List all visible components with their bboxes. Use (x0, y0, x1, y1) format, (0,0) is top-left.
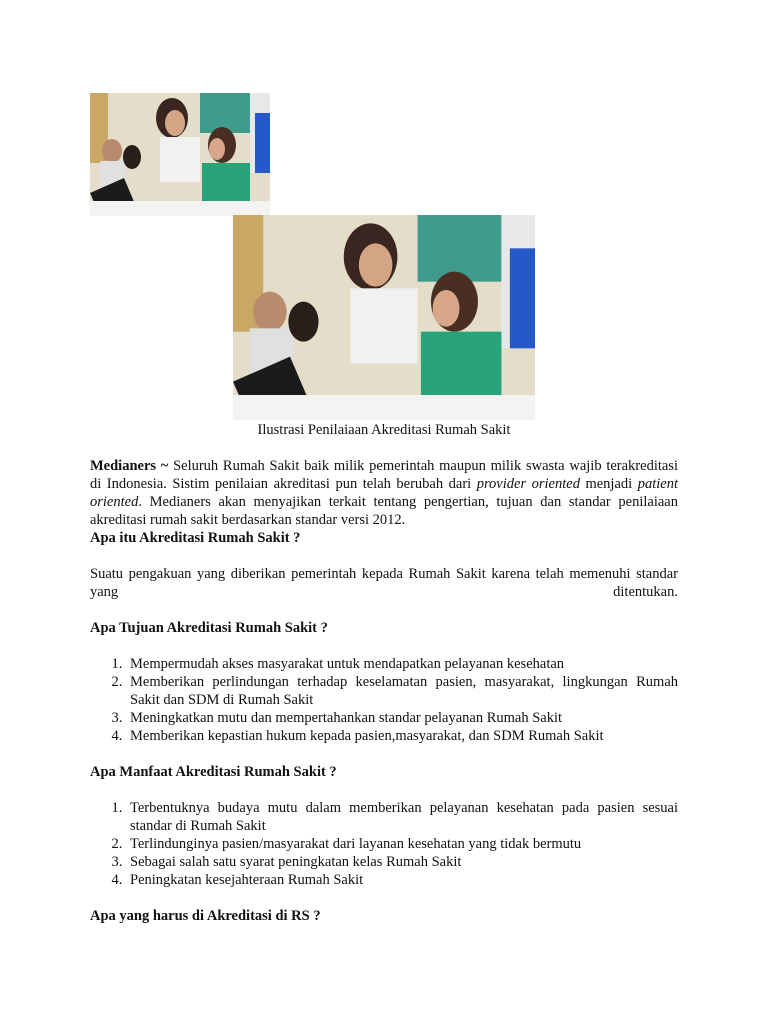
intro-italic-1: provider oriented (476, 476, 580, 492)
intro-paragraph (90, 457, 678, 529)
image-caption: Ilustrasi Penilaiaan Akreditasi Rumah Sakit (257, 422, 511, 438)
list-item: 4. Peningkatan kesejahteraan Rumah Sakit (126, 871, 678, 889)
list-item: 2. Memberikan perlindungan terhadap keselamatan pasien, masyarakat, lingkungan Rumah Sakit dan SDM di Rumah Sakit (126, 673, 678, 709)
intro-text-1: Seluruh Rumah Sakit baik milik pemerintah maupun milik swasta wajib terakreditasi di Indonesia. Sistim penilaian akreditasi pun telah berubah dari (90, 458, 678, 492)
list-item: 2. Terlindunginya pasien/masyarakat dari layanan kesehatan yang tidak bermutu (126, 835, 678, 853)
list-item: 1. Mempermudah akses masyarakat untuk mendapatkan pelayanan kesehatan (126, 655, 678, 673)
article-body (90, 457, 678, 925)
list-item: 3. Meningkatkan mutu dan mempertahankan standar pelayanan Rumah Sakit (126, 709, 678, 727)
tujuan-list (90, 655, 678, 745)
heading-yang-diakreditasi: Apa yang harus di Akreditasi di RS ? (90, 908, 321, 924)
list-item: 3. Sebagai salah satu syarat peningkatan kelas Rumah Sakit (126, 853, 678, 871)
intro-lead: Medianers ~ (90, 458, 169, 474)
list-item: 4. Memberikan kepastian hukum kepada pasien,masyarakat, dan SDM Rumah Sakit (126, 727, 678, 745)
intro-text-3: . Medianers akan menyajikan terkait tentang pengertian, tujuan dan standar penilaiaan akreditasi rumah sakit berdasarkan standar versi 2012. (90, 494, 678, 528)
heading-manfaat: Apa Manfaat Akreditasi Rumah Sakit ? (90, 764, 337, 780)
intro-italic-2: patient oriented (90, 476, 678, 510)
definition-paragraph: Suatu pengakuan yang diberikan pemerintah kepada Rumah Sakit karena telah memenuhi standar yang ditentukan. (90, 566, 678, 600)
heading-tujuan: Apa Tujuan Akreditasi Rumah Sakit ? (90, 620, 328, 636)
illustration-photo-small (90, 93, 270, 216)
heading-apa-itu: Apa itu Akreditasi Rumah Sakit ? (90, 530, 301, 546)
classroom-photo-drawing (233, 215, 535, 420)
manfaat-list (90, 799, 678, 889)
illustration-photo-large (233, 215, 535, 420)
intro-text-2: menjadi (579, 476, 638, 492)
list-item: 1. Terbentuknya budaya mutu dalam memberikan pelayanan kesehatan pada pasien sesuai standar di Rumah Sakit (126, 799, 678, 835)
classroom-photo-drawing (90, 93, 270, 216)
